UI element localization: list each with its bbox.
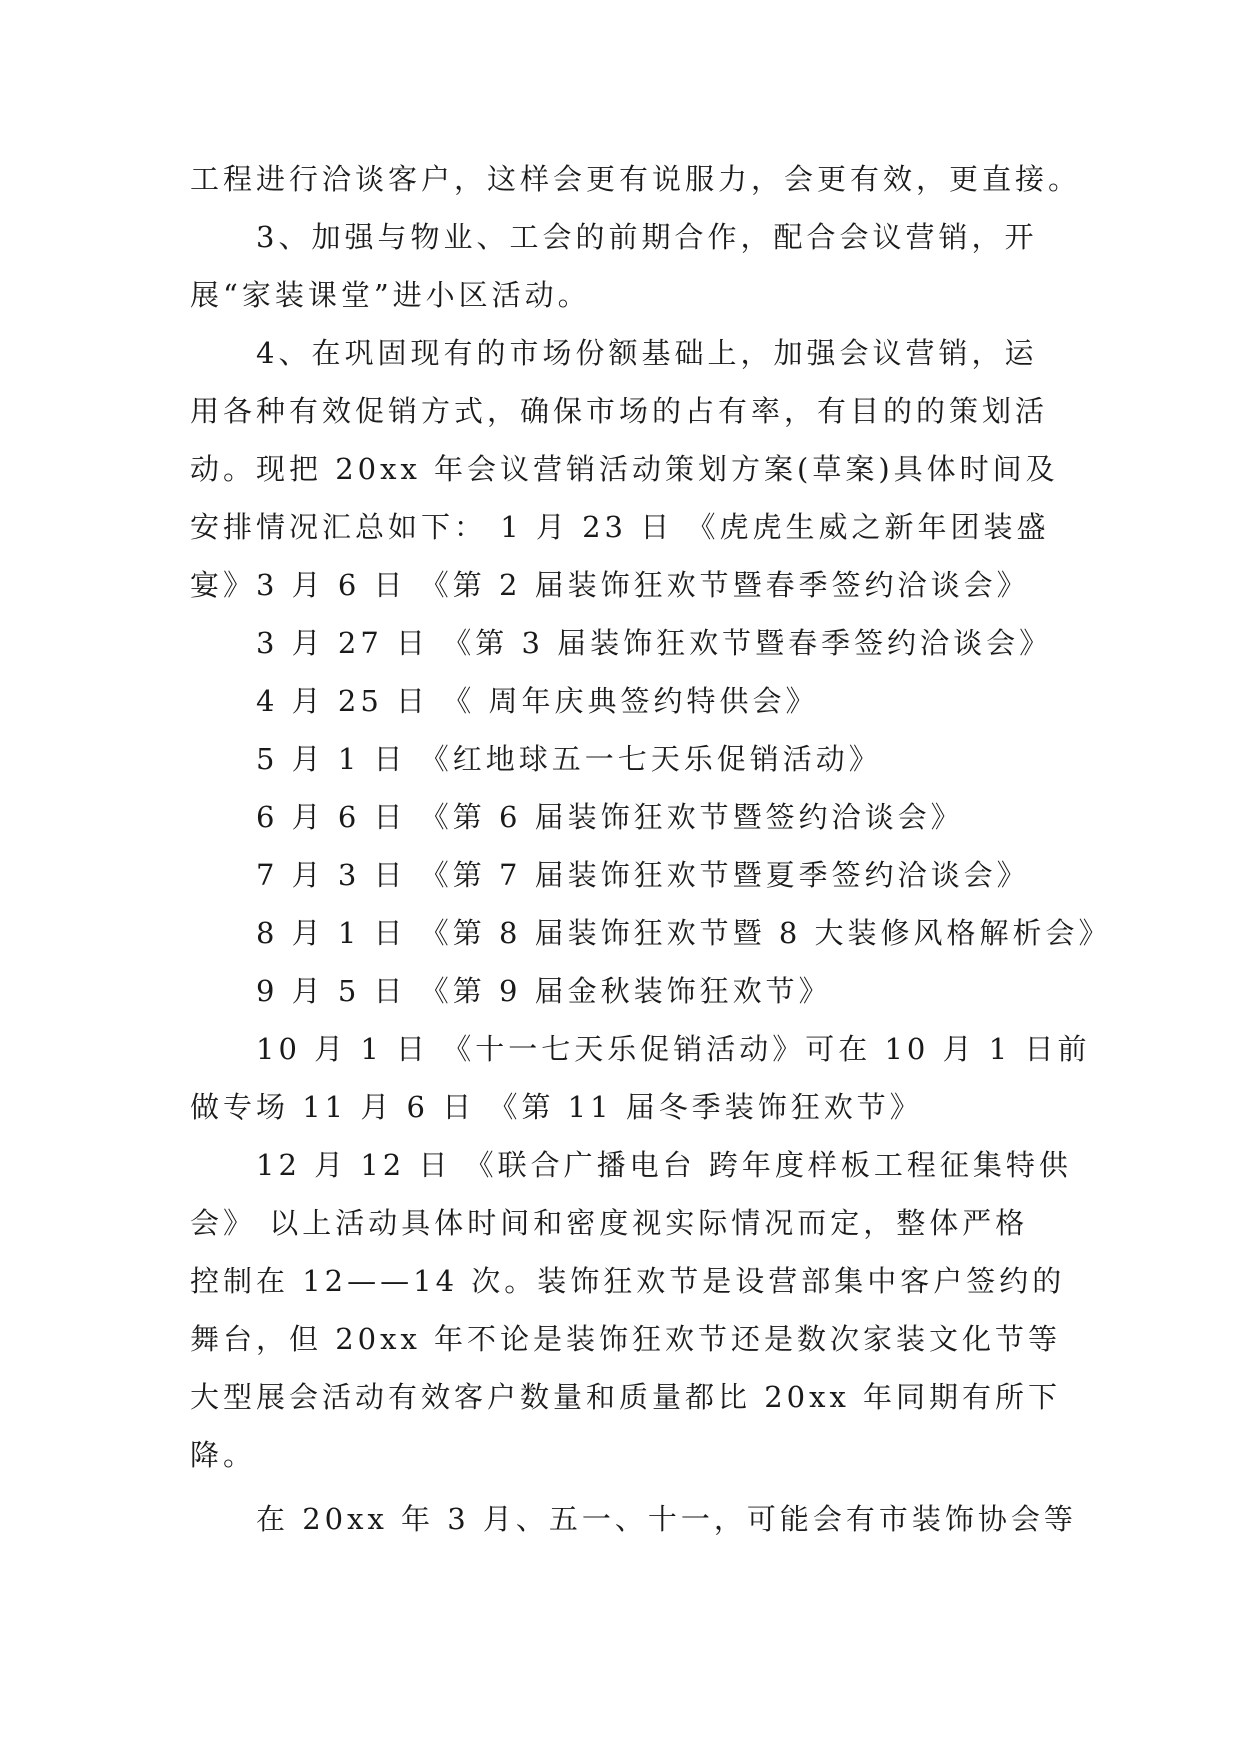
text-line: 4、在巩固现有的市场份额基础上，加强会议营销，运 [256, 336, 1038, 370]
text-line: 控制在 12——14 次。装饰狂欢节是设营部集中客户签约的 [190, 1264, 1066, 1298]
text-line: 3、加强与物业、工会的前期合作，配合会议营销，开 [256, 220, 1038, 254]
text-line: 12 月 12 日 《联合广播电台 跨年度样板工程征集特供 [256, 1148, 1072, 1182]
text-line: 舞台，但 20xx 年不论是装饰狂欢节还是数次家装文化节等 [190, 1322, 1062, 1356]
text-line: 7 月 3 日 《第 7 届装饰狂欢节暨夏季签约洽谈会》 [256, 858, 1030, 892]
text-line: 用各种有效促销方式，确保市场的占有率，有目的的策划活 [190, 394, 1049, 428]
text-line: 做专场 11 月 6 日 《第 11 届冬季装饰狂欢节》 [190, 1090, 923, 1124]
text-line: 降。 [190, 1438, 257, 1472]
text-line: 10 月 1 日 《十一七天乐促销活动》可在 10 月 1 日前 [256, 1032, 1091, 1066]
text-line: 动。现把 20xx 年会议营销活动策划方案(草案)具体时间及 [190, 452, 1059, 486]
text-line: 9 月 5 日 《第 9 届金秋装饰狂欢节》 [256, 974, 832, 1008]
document-page [190, 150, 1112, 1548]
text-line: 展“家装课堂”进小区活动。 [190, 278, 591, 312]
text-line: 8 月 1 日 《第 8 届装饰狂欢节暨 8 大装修风格解析会》 [256, 916, 1112, 950]
text-line: 工程进行洽谈客户，这样会更有说服力，会更有效，更直接。 [190, 162, 1082, 196]
text-line: 3 月 27 日 《第 3 届装饰狂欢节暨春季签约洽谈会》 [256, 626, 1053, 660]
text-line: 会》 以上活动具体时间和密度视实际情况而定，整体严格 [190, 1206, 1029, 1240]
text-line: 6 月 6 日 《第 6 届装饰狂欢节暨签约洽谈会》 [256, 800, 964, 834]
text-line: 宴》3 月 6 日 《第 2 届装饰狂欢节暨春季签约洽谈会》 [190, 568, 1030, 602]
text-line: 4 月 25 日 《 周年庆典签约特供会》 [256, 684, 819, 718]
text-line: 大型展会活动有效客户数量和质量都比 20xx 年同期有所下 [190, 1380, 1062, 1414]
text-line: 在 20xx 年 3 月、五一、十一，可能会有市装饰协会等 [256, 1502, 1077, 1536]
text-line: 5 月 1 日 《红地球五一七天乐促销活动》 [256, 742, 882, 776]
text-line: 安排情况汇总如下： 1 月 23 日 《虎虎生威之新年团装盛 [190, 510, 1050, 544]
